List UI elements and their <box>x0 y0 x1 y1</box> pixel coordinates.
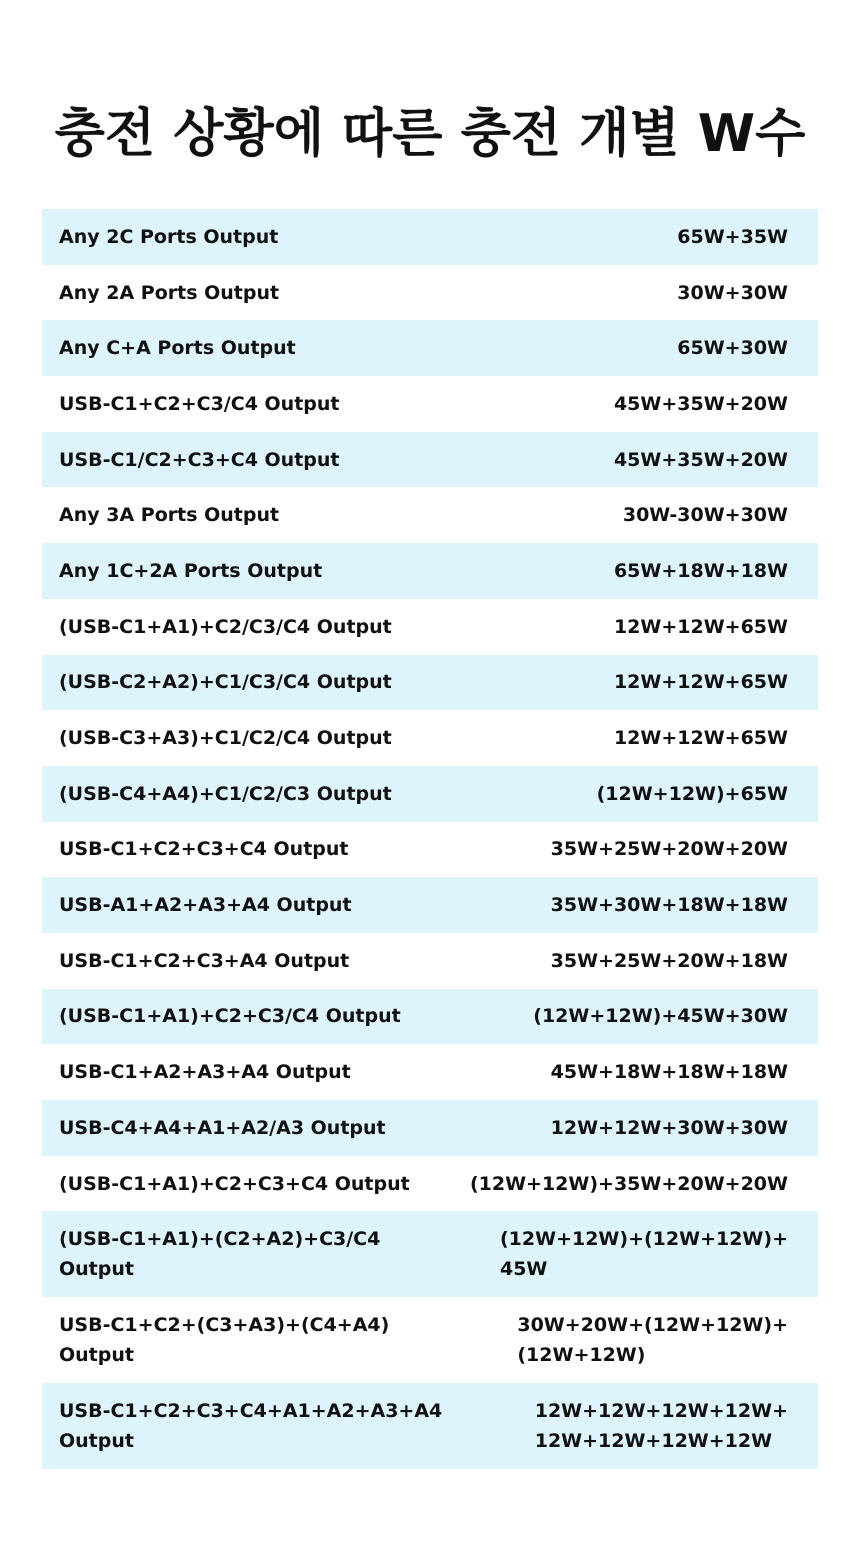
row-label: Any 1C+2A Ports Output <box>59 559 323 582</box>
table-row <box>42 877 818 933</box>
row-label: USB-C1/C2+C3+C4 Output <box>59 448 340 471</box>
table-row <box>42 822 818 878</box>
row-label: (USB-C2+A2)+C1/C3/C4 Output <box>59 671 392 694</box>
row-label: (USB-C1+A1)+C2+C3/C4 Output <box>59 1005 401 1028</box>
row-value: 12W+12W+65W <box>613 727 788 750</box>
row-label: (USB-C1+A1)+C2+C3+C4 Output <box>59 1172 410 1195</box>
wattage-table <box>42 209 818 1469</box>
row-label: USB-C1+C2+(C3+A3)+(C4+A4) Output <box>59 1314 390 1367</box>
row-value: 45W+35W+20W <box>613 392 788 415</box>
row-value: 12W+12W+30W+30W <box>550 1116 788 1139</box>
row-label: (USB-C1+A1)+(C2+A2)+C3/C4 Output <box>59 1228 381 1281</box>
row-value: 35W+25W+20W+20W <box>550 838 788 861</box>
table-row <box>42 320 818 376</box>
row-label: (USB-C1+A1)+C2/C3/C4 Output <box>59 615 392 638</box>
row-label: USB-A1+A2+A3+A4 Output <box>59 894 352 917</box>
row-value: (12W+12W)+65W <box>596 782 788 805</box>
table-row <box>42 599 818 655</box>
row-label: USB-C1+A2+A3+A4 Output <box>59 1061 351 1084</box>
row-label: Any C+A Ports Output <box>59 337 296 360</box>
table-row <box>42 1100 818 1156</box>
row-value: 65W+18W+18W <box>613 559 788 582</box>
row-label: USB-C1+C2+C3/C4 Output <box>59 392 340 415</box>
table-row <box>42 1156 818 1212</box>
row-label: (USB-C3+A3)+C1/C2/C4 Output <box>59 727 392 750</box>
table-row <box>42 543 818 599</box>
table-row <box>42 432 818 488</box>
row-value: (12W+12W)+35W+20W+20W <box>469 1172 788 1195</box>
row-value: 35W+25W+20W+18W <box>550 949 788 972</box>
row-value: 12W+12W+65W <box>613 671 788 694</box>
row-value: 45W+35W+20W <box>613 448 788 471</box>
table-row <box>42 933 818 989</box>
row-label: Any 2C Ports Output <box>59 225 279 248</box>
table-row <box>42 655 818 711</box>
row-label: Any 3A Ports Output <box>59 504 280 527</box>
row-value: 45W+18W+18W+18W <box>550 1061 788 1084</box>
row-label: USB-C1+C2+C3+A4 Output <box>59 949 350 972</box>
row-label: (USB-C4+A4)+C1/C2/C3 Output <box>59 782 392 805</box>
row-value: 65W+35W <box>677 225 788 248</box>
table-row <box>42 265 818 321</box>
row-value: 35W+30W+18W+18W <box>550 894 788 917</box>
row-value: 65W+30W <box>677 337 788 360</box>
table-row <box>42 1383 818 1469</box>
row-label: USB-C4+A4+A1+A2/A3 Output <box>59 1116 386 1139</box>
row-label: USB-C1+C2+C3+C4 Output <box>59 838 349 861</box>
table-row <box>42 766 818 822</box>
row-label: USB-C1+C2+C3+C4+A1+A2+A3+A4 Output <box>59 1400 443 1453</box>
table-row <box>42 710 818 766</box>
table-row <box>42 1297 818 1383</box>
table-row <box>42 487 818 543</box>
row-label: Any 2A Ports Output <box>59 281 280 304</box>
row-value: (12W+12W)+(12W+12W)+ 45W <box>499 1228 788 1281</box>
table-row <box>42 209 818 265</box>
table-row <box>42 1044 818 1100</box>
row-value: 30W-30W+30W <box>622 504 788 527</box>
table-row <box>42 376 818 432</box>
table-row <box>42 989 818 1045</box>
row-value: 30W+30W <box>677 281 788 304</box>
row-value: 12W+12W+12W+12W+ 12W+12W+12W+12W <box>534 1400 788 1453</box>
page-title: 충전 상황에 따른 충전 개별 W수 <box>54 104 806 164</box>
row-value: 12W+12W+65W <box>613 615 788 638</box>
table-row <box>42 1211 818 1297</box>
row-value: 30W+20W+(12W+12W)+ (12W+12W) <box>517 1314 788 1367</box>
row-value: (12W+12W)+45W+30W <box>533 1005 788 1028</box>
